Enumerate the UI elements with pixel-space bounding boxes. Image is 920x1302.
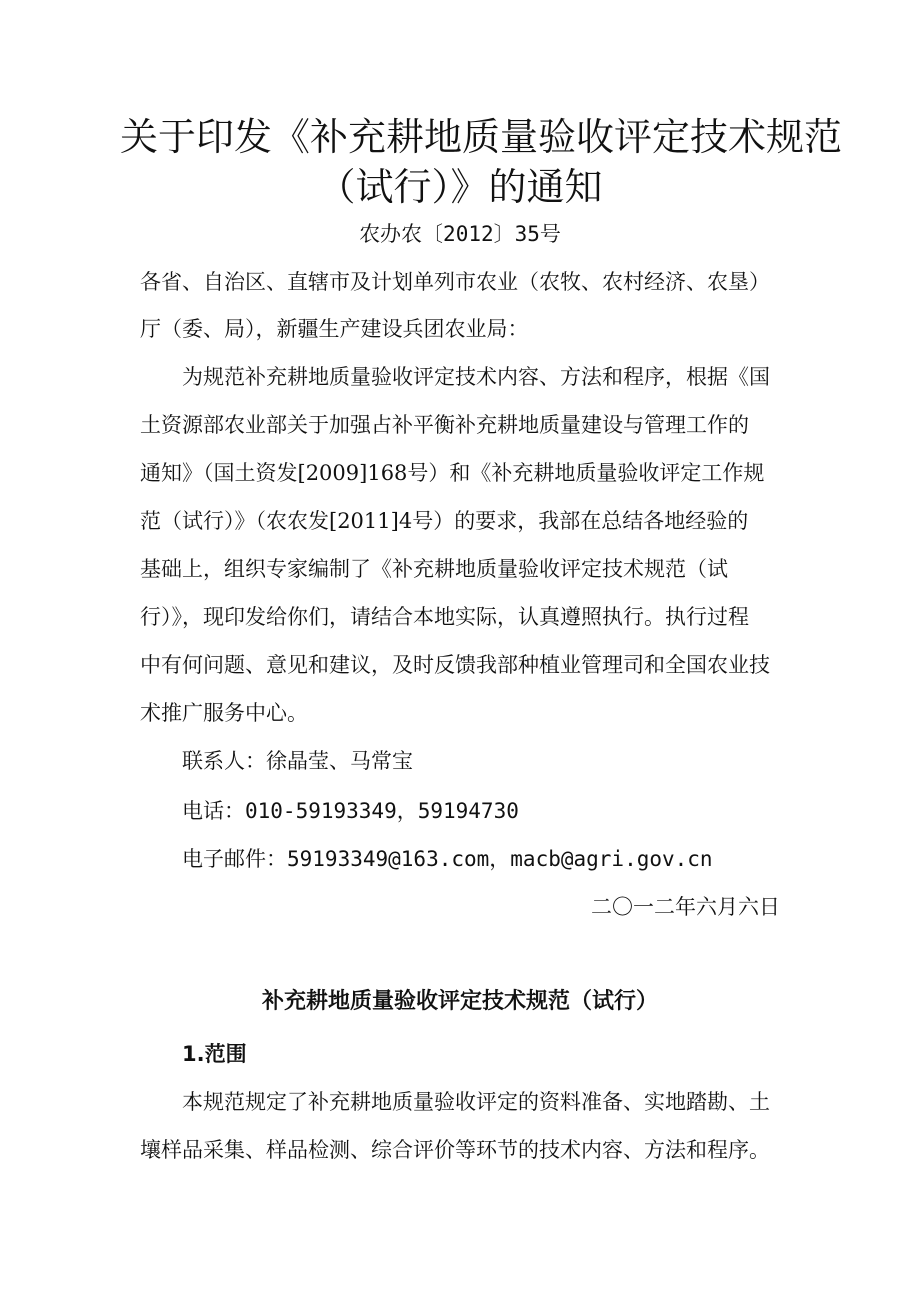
body-line: 中有何问题、意见和建议，及时反馈我部种植业管理司和全国农业技 (140, 653, 770, 677)
body-line: 基础上，组织专家编制了《补充耕地质量验收评定技术规范（试 (140, 557, 728, 581)
section-subheading: 1.范围 (182, 1042, 247, 1066)
addressee-line-1: 各省、自治区、直辖市及计划单列市农业（农牧、农村经济、农垦） (140, 270, 770, 294)
document-title-line-2: （试行）》的通知 (317, 165, 603, 209)
section-line: 本规范规定了补充耕地质量验收评定的资料准备、实地踏勘、土 (182, 1090, 770, 1114)
body-line: 行）》，现印发给你们，请结合本地实际，认真遵照执行。执行过程 (140, 605, 749, 629)
addressee-line-2: 厅（委、局），新疆生产建设兵团农业局： (140, 317, 529, 341)
body-line: 通知》（国土资发[2009]168号）和《补充耕地质量验收评定工作规 (140, 461, 765, 485)
section-line: 壤样品采集、样品检测、综合评价等环节的技术内容、方法和程序。 (140, 1138, 770, 1162)
body-line: 术推广服务中心。 (140, 701, 308, 725)
body-line: 范（试行）》（农农发[2011]4号）的要求，我部在总结各地经验的 (140, 509, 749, 533)
body-line: 土资源部农业部关于加强占补平衡补充耕地质量建设与管理工作的 (140, 413, 749, 437)
contact-phone: 电话：010-59193349，59194730 (182, 799, 519, 823)
document-title-line-1: 关于印发《补充耕地质量验收评定技术规范 (120, 115, 843, 159)
section-heading: 补充耕地质量验收评定技术规范（试行） (261, 989, 658, 1014)
contact-person: 联系人：徐晶莹、马常宝 (182, 749, 413, 773)
contact-email: 电子邮件：59193349@163.com，macb@agri.gov.cn (182, 847, 713, 871)
issue-date: 二〇一二年六月六日 (591, 895, 780, 919)
body-line: 为规范补充耕地质量验收评定技术内容、方法和程序，根据《国 (182, 365, 770, 389)
document-number: 农办农〔2012〕35号 (359, 222, 561, 246)
